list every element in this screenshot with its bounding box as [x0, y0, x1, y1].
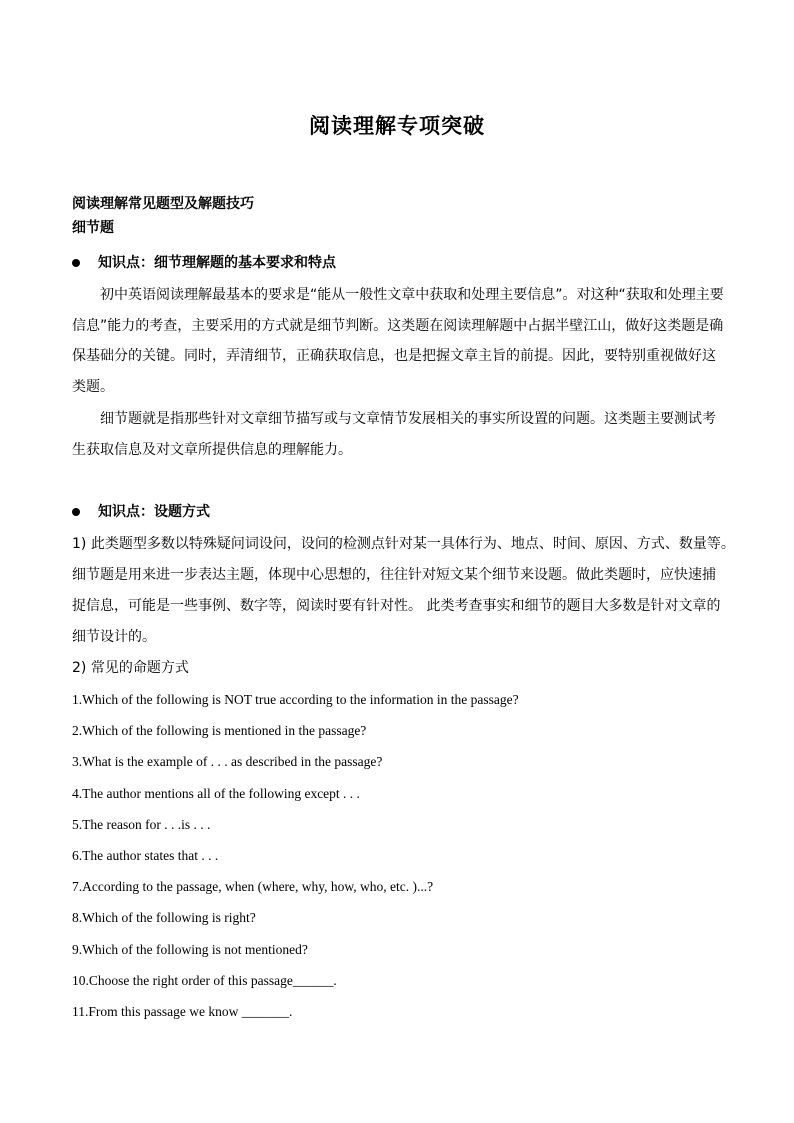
paragraph-line: 细节题是用来进一步表达主题，体现中心思想的，往往针对短文某个细节来设题。做此类题时，应快速捕: [72, 567, 716, 583]
page-title: 阅读理解专项突破: [309, 113, 485, 138]
list-item: 6.The author states that . . .: [72, 848, 219, 863]
paragraph-line: 信息”能力的考查，主要采用的方式就是细节判断。这类题在阅读理解题中占据半壁江山，做好这类题是确: [72, 318, 724, 334]
paragraph-line: 捉信息，可能是一些事例、数字等，阅读时要有针对性。 此类考查事实和细节的题目大多数是针对文章的: [72, 598, 721, 614]
list-item: 3.What is the example of . . . as described in the passage?: [72, 754, 383, 769]
list-item: 7.According to the passage, when (where, why, how, who, etc. )...?: [72, 879, 434, 894]
paragraph-line: 保基础分的关键。同时，弄清细节，正确获取信息，也是把握文章主旨的前提。因此，要特别重视做好这: [72, 348, 716, 364]
list-item: 8.Which of the following is right?: [72, 910, 256, 925]
bullet-icon: [72, 259, 80, 267]
paragraph-line: 细节设计的。: [72, 629, 156, 645]
list-item: 1.Which of the following is NOT true according to the information in the passage?: [72, 692, 519, 707]
list-item: 11.From this passage we know _______.: [72, 1004, 293, 1019]
sub-heading: 细节题: [72, 220, 114, 236]
paragraph-line: 初中英语阅读理解最基本的要求是“能从一般性文章中获取和处理主要信息”。对这种“获取和处理主要: [100, 287, 724, 303]
paragraph-line: 类题。: [72, 379, 114, 395]
section-heading: 阅读理解常见题型及解题技巧: [72, 196, 254, 212]
knowledge-point-1-label: 知识点：细节理解题的基本要求和特点: [98, 255, 336, 271]
paragraph-line: 生获取信息及对文章所提供信息的理解能力。: [72, 442, 352, 458]
list-intro: 2) 常见的命题方式: [72, 660, 189, 676]
bullet-icon: [72, 508, 80, 516]
paragraph-line: 细节题就是指那些针对文章细节描写或与文章情节发展相关的事实所设置的问题。这类题主要测试考: [100, 411, 716, 427]
list-item: 4.The author mentions all of the following except . . .: [72, 786, 360, 801]
list-item: 10.Choose the right order of this passage______.: [72, 973, 337, 988]
list-item: 5.The reason for . . .is . . .: [72, 817, 211, 832]
knowledge-point-2-label: 知识点：设题方式: [98, 504, 210, 520]
list-item: 9.Which of the following is not mentioned?: [72, 942, 308, 957]
list-item: 2.Which of the following is mentioned in the passage?: [72, 723, 367, 738]
paragraph-line: 1) 此类题型多数以特殊疑问词设问，设问的检测点针对某一具体行为、地点、时间、原因、方式、数量等。: [72, 536, 735, 552]
